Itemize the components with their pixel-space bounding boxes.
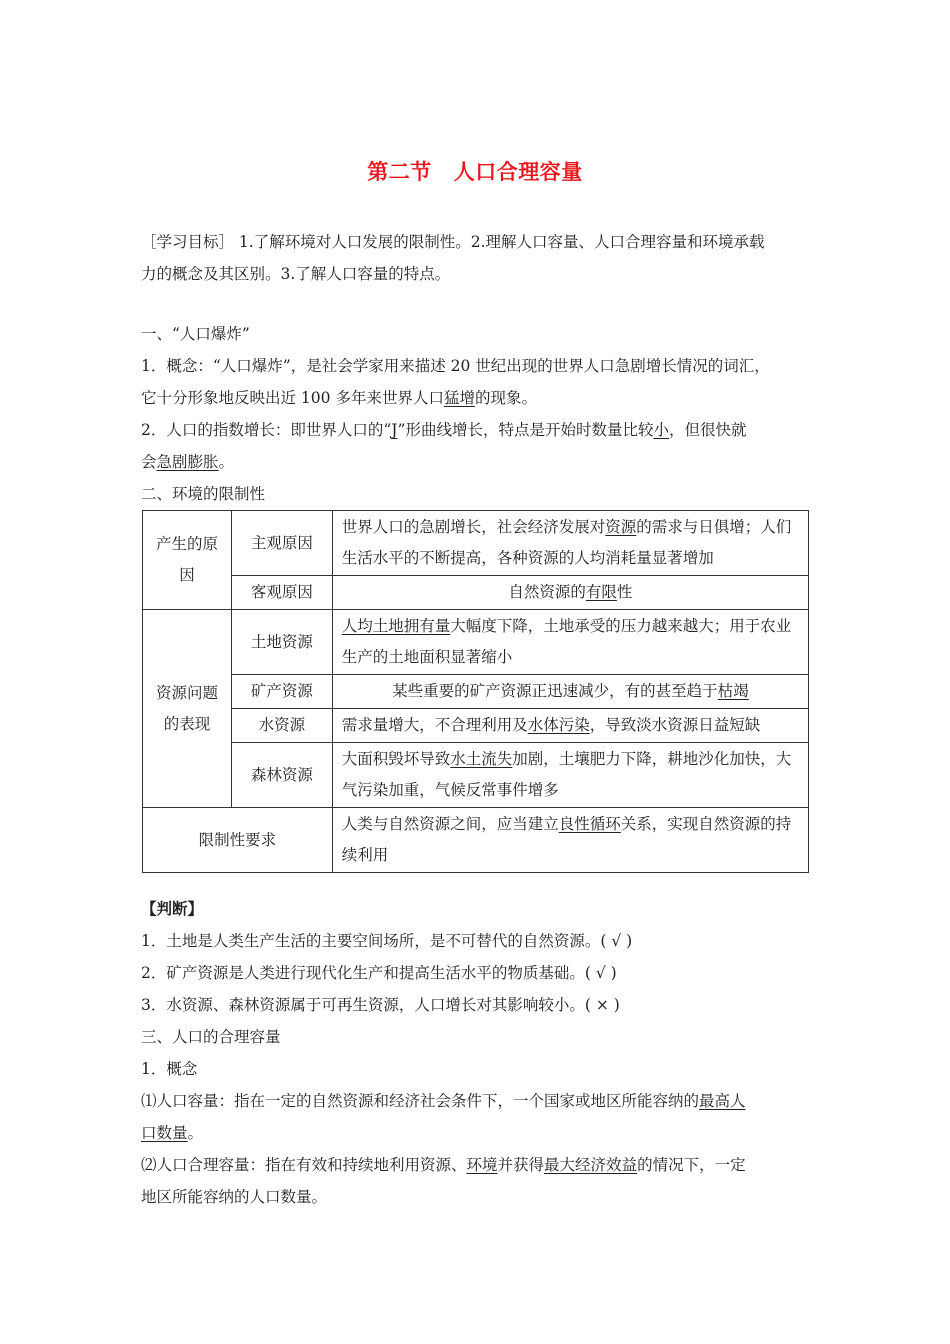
water-content [332, 709, 808, 743]
cell-text: 自然资源的 [508, 583, 586, 601]
def-text: ⑴人口容量：指在一定的自然资源和经济社会条件下，一个国家或地区所能容纳的 [141, 1092, 700, 1110]
environment-limit-table [142, 510, 809, 873]
section-1-heading: 一、“人口爆炸” [141, 325, 250, 343]
def-text-end: 的情况下，一定 [637, 1156, 746, 1174]
judge-item: 3．水资源、森林资源属于可再生资源，人口增长对其影响较小。( × ) [141, 996, 620, 1014]
mineral-label: 矿产资源 [231, 675, 332, 709]
answer-cycle: 良性循环 [558, 815, 621, 833]
table-row [143, 709, 809, 743]
answer-erosion: 水土流失 [450, 750, 513, 768]
answer-max-benefit: 最大经济效益 [544, 1156, 638, 1174]
def-text-end: 。 [187, 1124, 204, 1142]
judge-item: 2．矿产资源是人类进行现代化生产和提高生活水平的物质基础。( √ ) [141, 964, 617, 982]
limit-content [332, 808, 808, 873]
land-content [332, 610, 808, 675]
limit-label: 限制性要求 [143, 808, 333, 873]
table-row [143, 576, 809, 610]
exponential-line-1 [141, 414, 813, 446]
judge-section [141, 893, 813, 1213]
capacity-def-line-1 [141, 1085, 813, 1117]
concept-line-2 [141, 382, 813, 414]
title-topic: 人口合理容量 [453, 160, 583, 184]
forest-label: 森林资源 [231, 743, 332, 808]
cell-text: 大面积毁坏导致 [341, 750, 451, 768]
exp-text-end: ，但很快就 [668, 421, 747, 439]
section-3-heading: 三、人口的合理容量 [141, 1028, 281, 1046]
answer-exhausted: 枯竭 [717, 682, 749, 700]
cell-text: 某些重要的矿产资源正迅速减少，有的甚至趋于 [392, 682, 718, 700]
section-2-heading: 二、环境的限制性 [141, 485, 266, 503]
exp-line2-pre: 会 [141, 453, 157, 471]
exp-text-mid: ”形曲线增长，特点是开始时数量比较 [397, 421, 654, 439]
answer-max-pop-a: 最高人 [699, 1092, 746, 1110]
cell-text: 的需求与日俱增；人们生活水平的不断提高，各种资源的人均消耗量显著增加 [341, 518, 792, 567]
objective-content [332, 576, 808, 610]
exponential-line-2 [141, 446, 813, 478]
answer-expand: 急剧膨胀 [156, 453, 219, 471]
section-1 [141, 318, 813, 510]
cell-text: 世界人口的急剧增长，社会经济发展对 [341, 518, 606, 536]
problem-label: 资源问题的表现 [143, 610, 232, 808]
answer-limited: 有限 [585, 583, 617, 601]
cell-text: 性 [616, 583, 633, 601]
reasonable-def-line-1 [141, 1149, 813, 1181]
cell-text: 加剧，土壤肥力下降，耕地沙化加快，大气污染加重，气候反常事件增多 [341, 750, 792, 799]
subjective-content [332, 511, 808, 576]
objectives-line-1: ［学习目标］ 1.了解环境对人口发展的限制性。2.理解人口容量、人口合理容量和环境承载 [141, 233, 765, 251]
title-section-number: 第二节 [367, 160, 432, 184]
table-row [143, 675, 809, 709]
concept-line-1: 1．概念：“人口爆炸”，是社会学家用来描述 20 世纪出现的世界人口急剧增长情况的词汇， [141, 357, 770, 375]
cell-text: 大幅度下降，土地承受的压力越来越大；用于农业生产的土地面积显著缩小 [341, 617, 792, 666]
answer-land: 人均土地拥有量 [341, 617, 451, 635]
concept-subheading: 1．概念 [141, 1060, 198, 1078]
cell-text: 关系，实现自然资源的持续利用 [341, 815, 792, 864]
answer-small: 小 [653, 421, 669, 439]
water-label: 水资源 [231, 709, 332, 743]
def-text-mid: 并获得 [497, 1156, 545, 1174]
mineral-content [332, 675, 808, 709]
answer-pollution: 水体污染 [527, 716, 590, 734]
cell-text: 人类与自然资源之间，应当建立 [341, 815, 559, 833]
cause-label: 产生的原因 [143, 511, 232, 610]
judge-heading: 【判断】 [141, 899, 204, 918]
concept-text: 它十分形象地反映出近 100 多年来世界人口 [141, 389, 444, 407]
cell-text: ，导致淡水资源日益短缺 [589, 716, 761, 734]
judge-item: 1．土地是人类生产生活的主要空间场所，是不可替代的自然资源。( √ ) [141, 932, 633, 950]
table-row [143, 743, 809, 808]
table-row [143, 610, 809, 675]
answer-j: J [391, 421, 398, 439]
exp-line2-post: 。 [218, 453, 235, 471]
capacity-def-line-2 [141, 1117, 813, 1149]
answer-max-pop-b: 口数量 [141, 1124, 188, 1142]
table-row [143, 808, 809, 873]
answer-environment: 环境 [466, 1156, 498, 1174]
cell-text: 需求量增大，不合理利用及 [341, 716, 528, 734]
concept-text-end: 的现象。 [474, 389, 537, 407]
learning-objectives [141, 226, 813, 290]
subjective-label: 主观原因 [231, 511, 332, 576]
reasonable-def-line-2: 地区所能容纳的人口数量。 [141, 1188, 328, 1206]
land-label: 土地资源 [231, 610, 332, 675]
objectives-line-2: 力的概念及其区别。3.了解人口容量的特点。 [141, 265, 451, 283]
def-text: ⑵人口合理容量：指在有效和持续地利用资源、 [141, 1156, 467, 1174]
objective-label: 客观原因 [231, 576, 332, 610]
page-title [0, 156, 950, 186]
exp-text: 2．人口的指数增长：即世界人口的“ [141, 421, 392, 439]
answer-surge: 猛增 [443, 389, 475, 407]
answer-resource: 资源 [605, 518, 637, 536]
table-row [143, 511, 809, 576]
forest-content [332, 743, 808, 808]
